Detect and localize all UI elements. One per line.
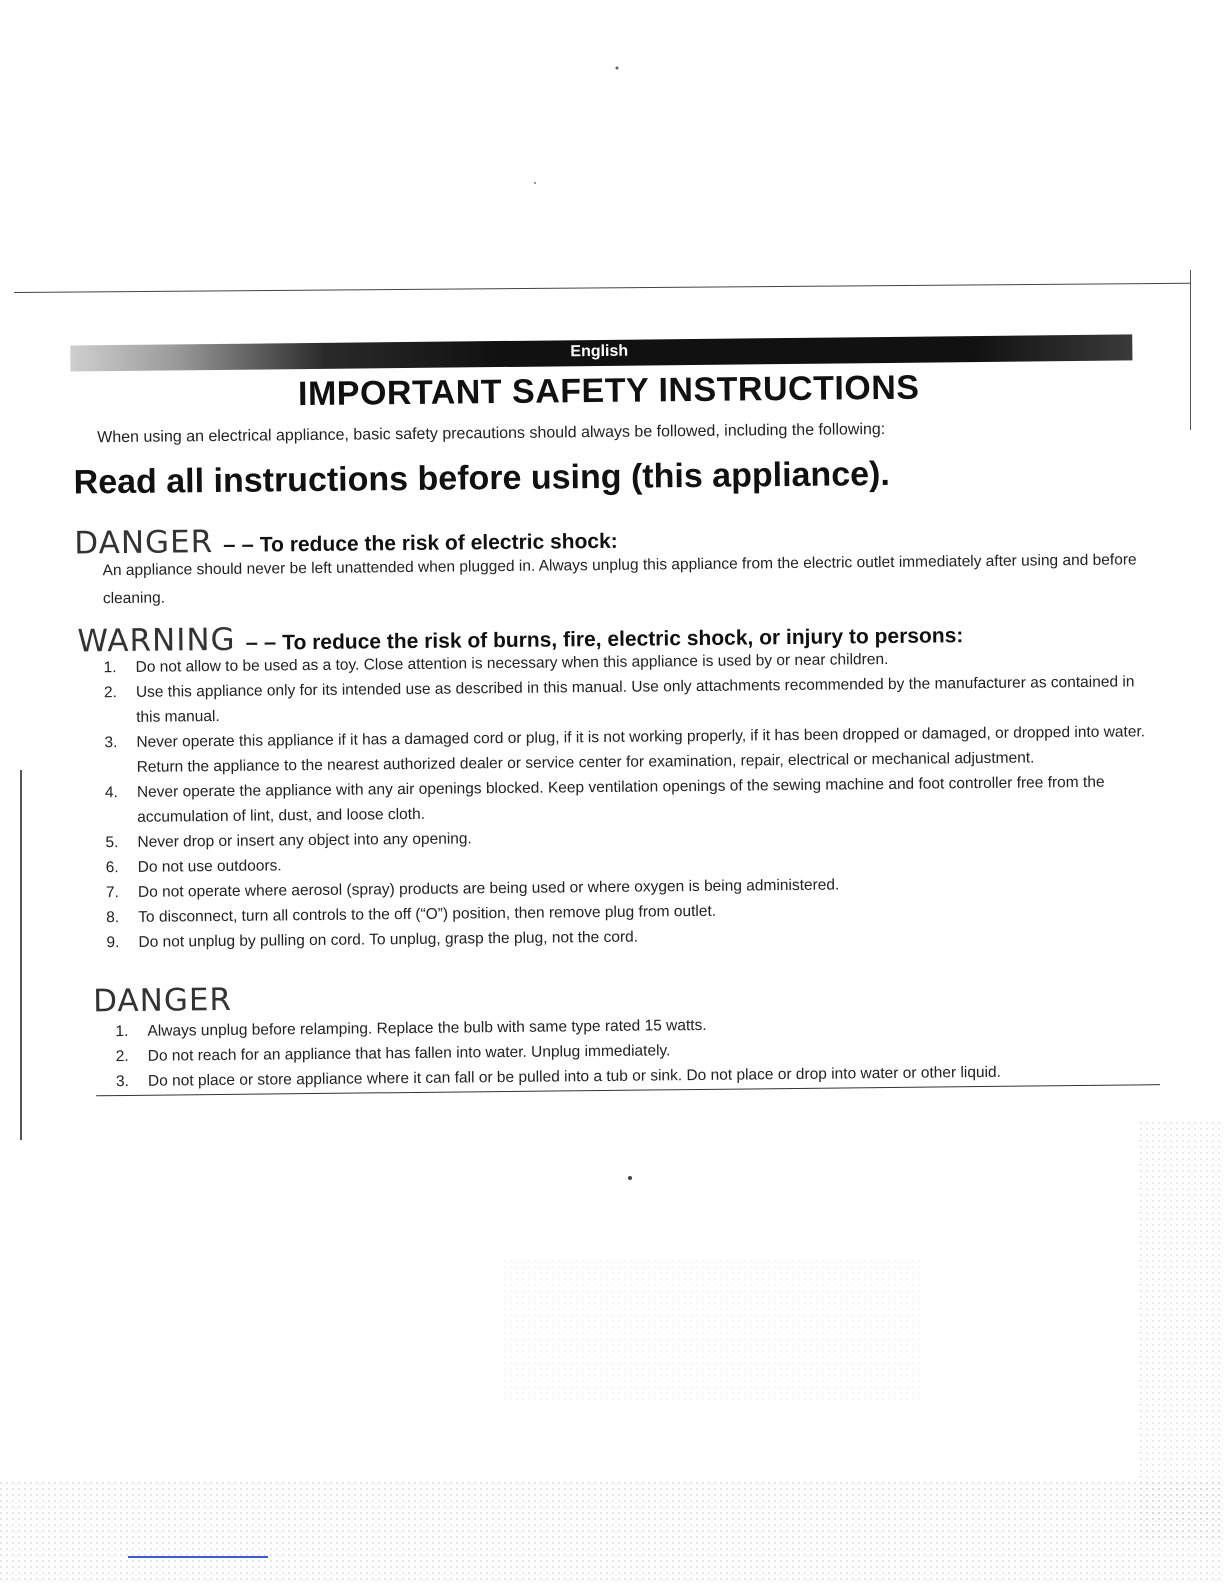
danger2-heading <box>93 982 232 1019</box>
list-item-number: 9. <box>106 934 120 952</box>
warning-dash: – – <box>245 629 277 655</box>
list-item-text: Do not unplug by pulling on cord. To unplug, grasp the plug, not the cord. <box>138 928 639 951</box>
danger2-label: DANGER <box>92 981 233 1020</box>
intro-text: When using an electrical appliance, basic safety precautions should always be followed, including the following: <box>97 420 886 447</box>
language-tab-label: English <box>570 342 629 361</box>
list-item-number: 1. <box>115 1022 129 1041</box>
danger2-list <box>115 1008 1146 1094</box>
list-item-text: Never operate this appliance if it has a damaged cord or plug, if it is not working properly, if it has been dropped or damaged, or dropped into water. Return the appliance to the nearest authorized dealer or service center for examination, repair, electrical or mechanical adjustment. <box>136 723 1146 776</box>
warning-subtitle: To reduce the risk of burns, fire, electric shock, or injury to persons: <box>282 624 964 655</box>
list-item-number: 4. <box>104 784 118 802</box>
page-title: IMPORTANT SAFETY INSTRUCTIONS <box>297 368 920 414</box>
warning-list <box>104 644 1157 955</box>
list-item-number: 2. <box>103 684 117 702</box>
list-item-number: 6. <box>105 859 119 877</box>
language-tab-bar <box>70 334 1132 371</box>
danger-subtitle: To reduce the risk of electric shock: <box>259 529 618 557</box>
warning-label: WARNING <box>77 621 236 660</box>
list-item-number: 2. <box>115 1047 129 1066</box>
list-item-text: Do not reach for an appliance that has fallen into water. Unplug immediately. <box>147 1042 671 1065</box>
footer-link-line <box>128 1556 268 1558</box>
list-item-number: 1. <box>103 659 117 677</box>
list-item-number: 5. <box>105 834 119 852</box>
danger-text: An appliance should never be left unattended when plugged in. Always unplug this appliance from the electric outlet immediately after using and before cleaning. <box>102 551 1137 608</box>
list-item-number: 8. <box>106 909 120 927</box>
list-item-text: To disconnect, turn all controls to the off (“O”) position, then remove plug from outlet. <box>138 902 717 926</box>
list-item-number: 3. <box>104 734 118 752</box>
list-item-text: Do not place or store appliance where it can fall or be pulled into a tub or sink. Do not place or drop into water or other liquid. <box>147 1063 1001 1090</box>
list-item-text: Do not allow to be used as a toy. Close attention is necessary when this appliance is used by or near children. <box>135 650 889 676</box>
list-item-number: 7. <box>105 884 120 902</box>
list-item-text: Do not operate where aerosol (spray) products are being used or where oxygen is being administered. <box>137 876 840 901</box>
list-item-text: Never drop or insert any object into any opening. <box>137 830 472 851</box>
list-item-number: 3. <box>115 1072 129 1091</box>
list-item-text: Use this appliance only for its intended use as described in this manual. Use only attachments recommended by the manufacturer as contained in this manual. <box>135 673 1135 726</box>
list-item-text: Never operate the appliance with any air openings blocked. Keep ventilation openings of the sewing machine and foot controller free from the accumulation of lint, dust, and loose cloth. <box>136 773 1105 826</box>
list-item-text: Do not use outdoors. <box>137 857 282 876</box>
list-item-text: Always unplug before relamping. Replace the bulb with same type rated 15 watts. <box>147 1016 707 1040</box>
danger-dash: – – <box>223 531 254 557</box>
read-all-heading: Read all instructions before using (this appliance). <box>73 454 890 502</box>
danger-label: DANGER <box>74 524 214 562</box>
